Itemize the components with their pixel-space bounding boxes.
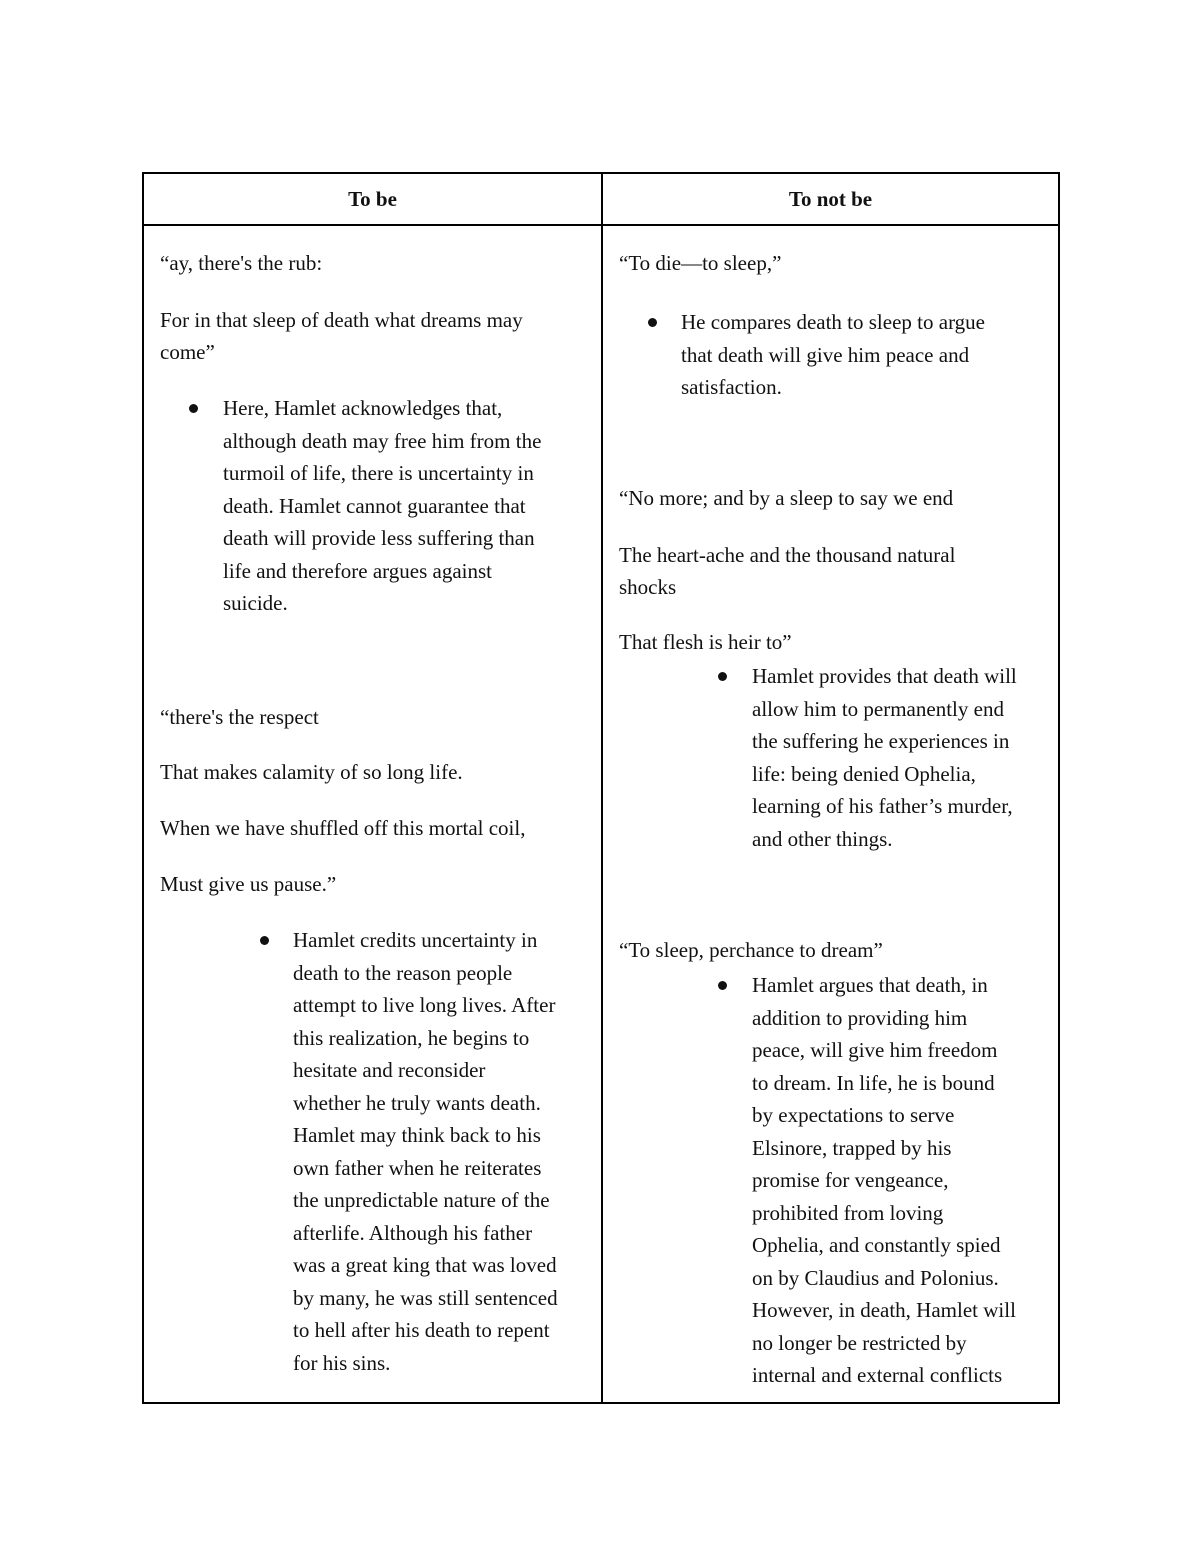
quote-line: come”	[160, 340, 215, 364]
bullet-text-line: However, in death, Hamlet will	[752, 1298, 1016, 1322]
quote-line: shocks	[619, 575, 677, 599]
bullet-text-line: life: being denied Ophelia,	[752, 761, 976, 786]
bullet-text-line: prohibited from loving	[752, 1200, 944, 1225]
quote-line: That makes calamity of so long life.	[160, 760, 463, 784]
bullet-text-line: allow him to permanently end	[752, 696, 1004, 721]
bullet-text-line: death will provide less suffering than	[223, 526, 535, 550]
quote-line: Must give us pause.”	[160, 872, 337, 896]
bullet-text-line: attempt to live long lives. After	[293, 993, 556, 1017]
bullet-text-line: learning of his father’s murder,	[752, 794, 1013, 818]
bullet-text-line: Here, Hamlet acknowledges that,	[223, 396, 503, 420]
bullet-text-line: satisfaction.	[681, 375, 782, 399]
bullet-text-line: the suffering he experiences in	[752, 729, 1010, 753]
header-divider	[144, 224, 1058, 226]
bullet-icon	[260, 936, 269, 945]
bullet-text-line: was a great king that was loved	[293, 1253, 557, 1277]
bullet-text-line: life and therefore argues against	[223, 558, 492, 583]
header-to-be: To be	[348, 187, 397, 211]
bullet-text-line: Hamlet credits uncertainty in	[293, 928, 538, 952]
bullet-text-line: afterlife. Although his father	[293, 1220, 533, 1245]
bullet-text-line: Hamlet may think back to his	[293, 1123, 541, 1147]
bullet-text-line: addition to providing him	[752, 1005, 968, 1030]
quote-line: When we have shuffled off this mortal coil,	[160, 816, 526, 840]
bullet-text-line: promise for vengeance,	[752, 1168, 949, 1192]
quote-line: “No more; and by a sleep to say we end	[619, 486, 954, 510]
bullet-text-line: on by Claudius and Polonius.	[752, 1265, 999, 1290]
quote-line: “ay, there's the rub:	[160, 251, 323, 275]
bullet-icon	[189, 404, 198, 413]
bullet-text-line: by many, he was still sentenced	[293, 1285, 558, 1310]
bullet-text-line: although death may free him from the	[223, 428, 542, 453]
quote-line: “To die—to sleep,”	[619, 251, 782, 275]
bullet-text-line: and other things.	[752, 826, 893, 851]
bullet-text-line: this realization, he begins to	[293, 1025, 530, 1050]
bullet-text-line: death to the reason people	[293, 960, 513, 985]
bullet-text-line: whether he truly wants death.	[293, 1090, 541, 1115]
column-divider	[601, 174, 603, 1402]
bullet-text-line: Hamlet provides that death will	[752, 664, 1017, 688]
bullet-text-line: peace, will give him freedom	[752, 1038, 998, 1062]
header-to-not-be: To not be	[788, 187, 873, 211]
bullet-text-line: Ophelia, and constantly spied	[752, 1233, 1001, 1257]
quote-line: The heart-ache and the thousand natural	[619, 543, 956, 567]
bullet-icon	[718, 981, 727, 990]
bullet-text-line: for his sins.	[293, 1350, 391, 1375]
bullet-text-line: Hamlet argues that death, in	[752, 973, 988, 997]
bullet-text-line: suicide.	[223, 591, 288, 615]
bullet-icon	[718, 672, 727, 681]
bullet-text-line: the unpredictable nature of the	[293, 1188, 550, 1212]
bullet-text-line: He compares death to sleep to argue	[681, 310, 985, 334]
bullet-text-line: to hell after his death to repent	[293, 1318, 550, 1342]
comparison-table	[142, 172, 1060, 1404]
bullet-text-line: by expectations to serve	[752, 1103, 955, 1127]
bullet-text-line: death. Hamlet cannot guarantee that	[223, 493, 526, 518]
bullet-text-line: to dream. In life, he is bound	[752, 1070, 995, 1095]
bullet-text-line: Elsinore, trapped by his	[752, 1135, 952, 1160]
bullet-text-line: internal and external conflicts	[752, 1363, 1003, 1387]
bullet-text-line: no longer be restricted by	[752, 1330, 967, 1355]
bullet-text-line: hesitate and reconsider	[293, 1058, 486, 1082]
bullet-text-line: turmoil of life, there is uncertainty in	[223, 461, 534, 485]
bullet-icon	[648, 318, 657, 327]
quote-line: That flesh is heir to”	[619, 630, 792, 654]
quote-line: “To sleep, perchance to dream”	[619, 938, 883, 962]
bullet-text-line: own father when he reiterates	[293, 1155, 542, 1180]
quote-line: “there's the respect	[160, 705, 319, 729]
bullet-text-line: that death will give him peace and	[681, 342, 970, 367]
quote-line: For in that sleep of death what dreams may	[160, 308, 523, 332]
